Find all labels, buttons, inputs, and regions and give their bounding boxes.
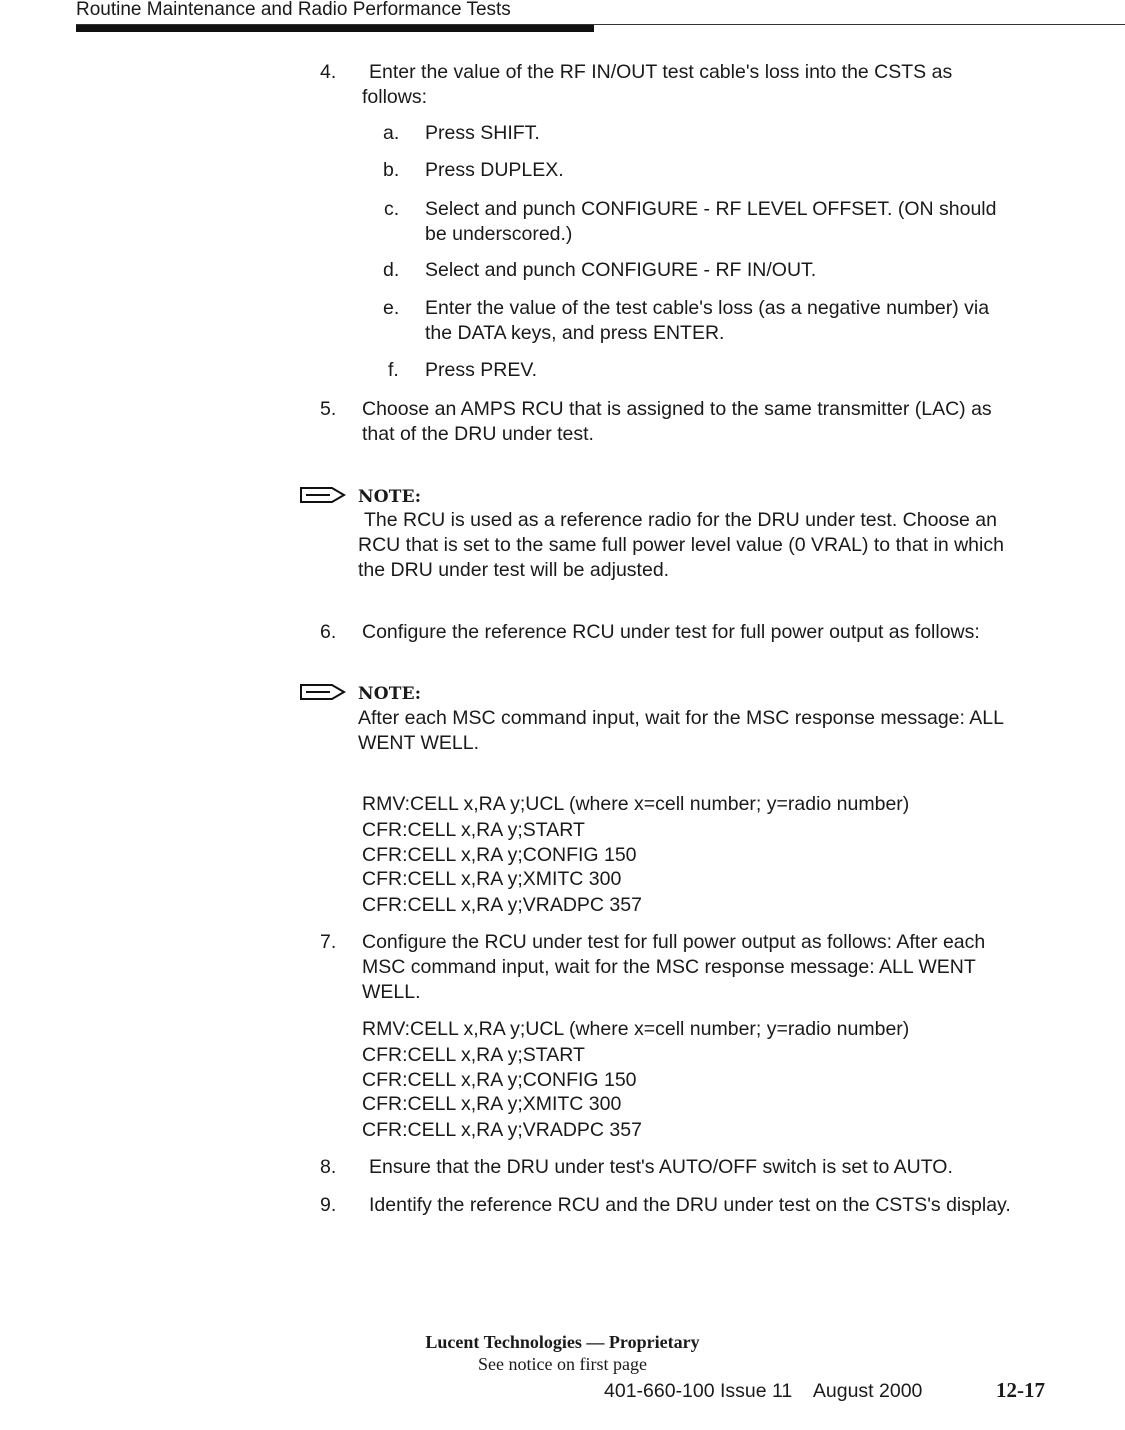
page-number: 12-17 bbox=[996, 1378, 1045, 1402]
note-2-text: WENT WELL. bbox=[358, 732, 479, 754]
command-line: CFR:CELL x,RA y;CONFIG 150 bbox=[362, 1069, 637, 1091]
step-8-number: 8. bbox=[320, 1156, 337, 1178]
footer-issue: 401-660-100 Issue 11 August 2000 bbox=[604, 1380, 923, 1402]
command-line: CFR:CELL x,RA y;CONFIG 150 bbox=[362, 844, 637, 866]
command-line: RMV:CELL x,RA y;UCL (where x=cell number; y=radio number) bbox=[362, 793, 910, 815]
header-rule-bar bbox=[76, 25, 594, 32]
substep-text: Enter the value of the test cable's loss (as a negative number) via bbox=[425, 297, 990, 319]
substep-text: Press SHIFT. bbox=[425, 122, 540, 144]
note-1-text: The RCU is used as a reference radio for the DRU under test. Choose an bbox=[364, 509, 997, 531]
substep-label: b. bbox=[383, 159, 400, 181]
substep-label: a. bbox=[383, 122, 400, 144]
substep-text: Select and punch CONFIGURE - RF LEVEL OFFSET. (ON should bbox=[425, 198, 997, 220]
note-label: NOTE: bbox=[358, 684, 422, 704]
step-7-text: Configure the RCU under test for full power output as follows: After each bbox=[362, 931, 986, 953]
note-arrow-icon bbox=[300, 683, 346, 701]
step-5-text: Choose an AMPS RCU that is assigned to the same transmitter (LAC) as bbox=[362, 398, 992, 420]
command-line: CFR:CELL x,RA y;START bbox=[362, 819, 585, 841]
step-5-text-cont: that of the DRU under test. bbox=[362, 423, 594, 445]
note-label: NOTE: bbox=[358, 487, 422, 507]
step-7-text-cont: MSC command input, wait for the MSC response message: ALL WENT bbox=[362, 956, 976, 978]
command-line: CFR:CELL x,RA y;XMITC 300 bbox=[362, 1093, 622, 1115]
command-line: CFR:CELL x,RA y;VRADPC 357 bbox=[362, 894, 642, 916]
substep-label: f. bbox=[388, 359, 399, 381]
command-line: CFR:CELL x,RA y;XMITC 300 bbox=[362, 868, 622, 890]
step-4-text-cont: follows: bbox=[362, 86, 428, 108]
footer-notice: See notice on first page bbox=[478, 1354, 647, 1374]
substep-text: be underscored.) bbox=[425, 223, 573, 245]
command-line: CFR:CELL x,RA y;VRADPC 357 bbox=[362, 1119, 642, 1141]
step-7-text-cont: WELL. bbox=[362, 981, 421, 1003]
substep-text: Press PREV. bbox=[425, 359, 537, 381]
step-5-number: 5. bbox=[320, 398, 337, 420]
note-2-text: After each MSC command input, wait for the MSC response message: ALL bbox=[358, 707, 1004, 729]
substep-label: e. bbox=[383, 297, 400, 319]
note-arrow-icon bbox=[300, 486, 346, 504]
substep-text: Press DUPLEX. bbox=[425, 159, 564, 181]
note-1-text: RCU that is set to the same full power level value (0 VRAL) to that in which bbox=[358, 534, 1004, 556]
step-8-text: Ensure that the DRU under test's AUTO/OFF switch is set to AUTO. bbox=[369, 1156, 953, 1178]
step-6-text: Configure the reference RCU under test for full power output as follows: bbox=[362, 621, 980, 643]
running-header: Routine Maintenance and Radio Performance Tests bbox=[76, 0, 511, 20]
step-6-number: 6. bbox=[320, 621, 337, 643]
step-4-number: 4. bbox=[320, 61, 337, 83]
step-7-number: 7. bbox=[320, 931, 337, 953]
step-4-text: Enter the value of the RF IN/OUT test cable's loss into the CSTS as bbox=[369, 61, 953, 83]
command-line: CFR:CELL x,RA y;START bbox=[362, 1044, 585, 1066]
step-9-number: 9. bbox=[320, 1194, 337, 1216]
command-line: RMV:CELL x,RA y;UCL (where x=cell number; y=radio number) bbox=[362, 1018, 910, 1040]
footer-company: Lucent Technologies — Proprietary bbox=[425, 1332, 700, 1352]
substep-label: c. bbox=[384, 198, 400, 220]
substep-label: d. bbox=[383, 259, 400, 281]
note-1-text: the DRU under test will be adjusted. bbox=[358, 559, 670, 581]
step-9-text: Identify the reference RCU and the DRU under test on the CSTS's display. bbox=[369, 1194, 1011, 1216]
substep-text: the DATA keys, and press ENTER. bbox=[425, 322, 725, 344]
substep-text: Select and punch CONFIGURE - RF IN/OUT. bbox=[425, 259, 817, 281]
